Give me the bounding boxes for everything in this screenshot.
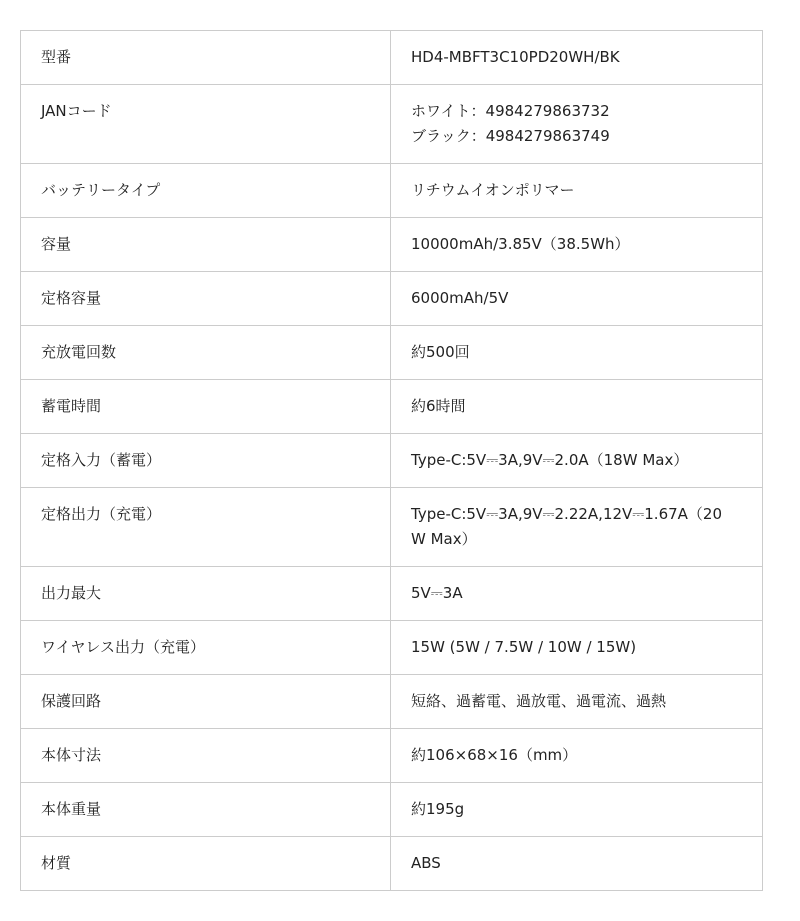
spec-value-line: ブラック：4984279863749: [411, 127, 610, 145]
spec-value: [391, 675, 763, 729]
spec-label: 充放電回数: [21, 326, 391, 380]
spec-value-line: 5V⎓3A: [411, 584, 463, 602]
spec-value: [391, 326, 763, 380]
spec-label: 定格容量: [21, 272, 391, 326]
spec-label: 保護回路: [21, 675, 391, 729]
spec-value: [391, 729, 763, 783]
spec-value-line: 約195g: [411, 800, 465, 818]
spec-value-line: 短絡、過蓄電、過放電、過電流、過熱: [411, 692, 667, 710]
spec-label: 本体寸法: [21, 729, 391, 783]
table-row: [21, 31, 763, 85]
spec-value: [391, 272, 763, 326]
spec-label: 定格入力（蓄電）: [21, 434, 391, 488]
spec-label: 材質: [21, 837, 391, 891]
spec-label: 定格出力（充電）: [21, 488, 391, 567]
spec-value: [391, 85, 763, 164]
table-row: [21, 272, 763, 326]
spec-label: ワイヤレス出力（充電）: [21, 621, 391, 675]
spec-value-line: 約106×68×16（mm）: [411, 746, 578, 764]
table-row: [21, 729, 763, 783]
spec-value-line: ABS: [411, 854, 441, 872]
table-row: [21, 567, 763, 621]
spec-label: 型番: [21, 31, 391, 85]
spec-value-line: リチウムイオンポリマー: [411, 181, 575, 199]
table-row: [21, 218, 763, 272]
spec-value-line: ホワイト：4984279863732: [411, 102, 610, 120]
spec-value: [391, 837, 763, 891]
spec-value: [391, 218, 763, 272]
spec-table: [20, 30, 763, 891]
table-row: [21, 326, 763, 380]
table-row: [21, 837, 763, 891]
table-row: [21, 783, 763, 837]
table-row: [21, 434, 763, 488]
spec-value: [391, 164, 763, 218]
spec-value: [391, 567, 763, 621]
spec-value: [391, 31, 763, 85]
spec-value-line: 6000mAh/5V: [411, 289, 509, 307]
table-row: [21, 85, 763, 164]
spec-value: [391, 434, 763, 488]
spec-value-line: HD4-MBFT3C10PD20WH/BK: [411, 48, 620, 66]
spec-label: JANコード: [21, 85, 391, 164]
spec-value-line: 約6時間: [411, 397, 466, 415]
table-row: [21, 164, 763, 218]
spec-value-line: 約500回: [411, 343, 470, 361]
spec-label: 蓄電時間: [21, 380, 391, 434]
spec-value-line: 15W (5W / 7.5W / 10W / 15W): [411, 638, 637, 656]
spec-label: 容量: [21, 218, 391, 272]
table-row: [21, 488, 763, 567]
spec-value: [391, 380, 763, 434]
spec-value-line: W Max）: [411, 530, 477, 548]
spec-value-line: Type-C:5V⎓3A,9V⎓2.22A,12V⎓1.67A（20: [411, 505, 723, 523]
spec-value-line: 10000mAh/3.85V（38.5Wh）: [411, 235, 630, 253]
table-row: [21, 675, 763, 729]
spec-value: [391, 621, 763, 675]
spec-value: [391, 488, 763, 567]
table-row: [21, 621, 763, 675]
spec-value-line: Type-C:5V⎓3A,9V⎓2.0A（18W Max）: [411, 451, 689, 469]
spec-label: 本体重量: [21, 783, 391, 837]
spec-label: 出力最大: [21, 567, 391, 621]
table-row: [21, 380, 763, 434]
spec-label: バッテリータイプ: [21, 164, 391, 218]
spec-value: [391, 783, 763, 837]
